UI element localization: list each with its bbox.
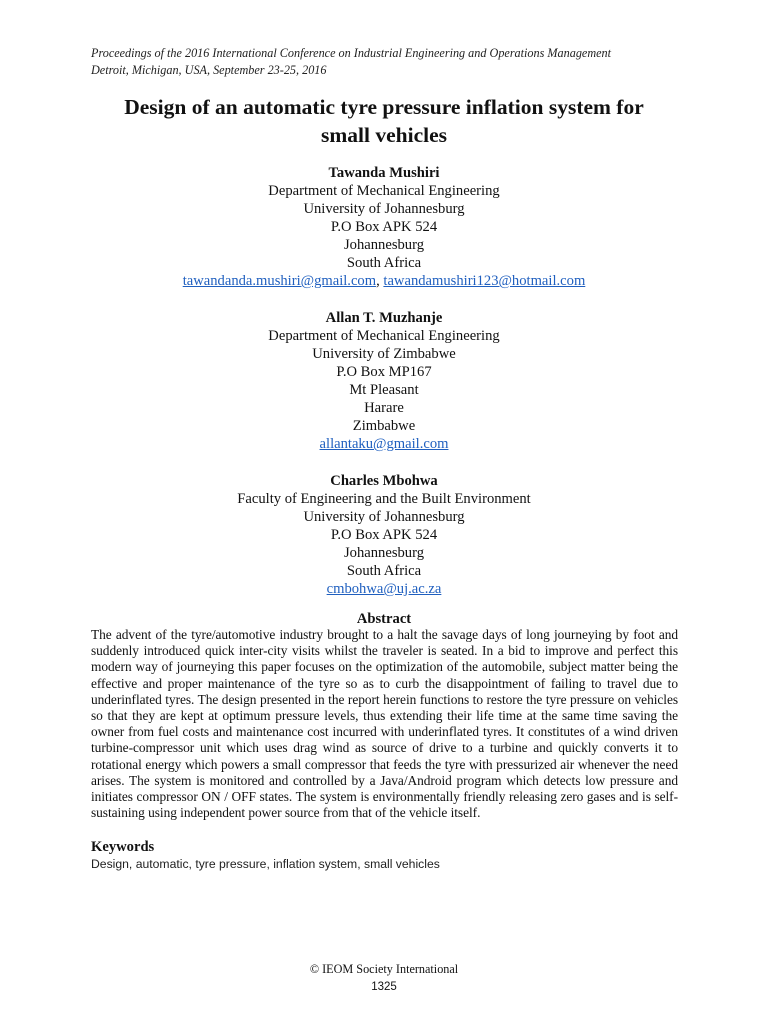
author-university: University of Johannesburg [303,201,465,217]
author-email-link[interactable]: tawandanda.mushiri@gmail.com [182,273,377,289]
author-city: Harare [364,400,404,416]
running-header-conference: Proceedings of the 2016 International Conference on Industrial Engineering and Operations Management [91,46,612,60]
email-separator: , [376,273,384,289]
author-name: Tawanda Mushiri [328,165,440,181]
footer-copyright: © IEOM Society International [309,962,459,976]
running-header [91,45,611,78]
author-name: Allan T. Muzhanje [325,310,443,326]
author-city: Johannesburg [344,545,424,561]
paper-title [60,93,708,149]
abstract-text: The advent of the tyre/automotive industry brought to a halt the savage days of long journeying by foot and suddenly introduced quick inter-city visits whilst the traveler is seated. In a bid to improve and perfect this modern way of journeying this paper focuses on the optimization of the automobile, subject matter being the effective and proper maintenance of the tyre so as to curb the disappointment of failing to travel due to underinflated tyres. The design presented in the report herein functions to restore the tyre pressure on vehicles so that they are kept at optimum pressure levels, thus extending their life time at the same time saving the owner from fuel costs and maintenance cost incurred with underinflated tyres. It constitutes of a wind driven turbine-compressor unit which uses drag wind as source of drive to a turbine and quickly converts it to rotational energy which powers a small compressor that feeds the tyre with pressurized air whenever the need arises. The system is monitored and controlled by a Java/Android program which detects low pressure and initiates compressor ON / OFF states. The system is environmentally friendly releasing zero gases and is self-sustaining using independent power source from that of the vehicle itself. [91,627,678,821]
author-email-link[interactable]: cmbohwa@uj.ac.za [326,581,442,597]
author-emails [40,435,728,453]
keywords-heading: Keywords [91,839,155,855]
abstract-heading: Abstract [356,611,412,627]
keywords-text: Design, automatic, tyre pressure, inflation system, small vehicles [91,857,440,871]
author-po-box: P.O Box APK 524 [330,219,438,235]
author-suburb: Mt Pleasant [349,382,419,398]
running-header-location: Detroit, Michigan, USA, September 23-25, 2016 [91,62,327,77]
author-email-link[interactable]: allantaku@gmail.com [319,436,449,452]
author-university: University of Johannesburg [303,509,465,525]
author-country: South Africa [346,255,422,271]
author-emails [40,580,728,598]
paper-title-line-1: Design of an automatic tyre pressure inflation system for [124,95,644,119]
author-department: Department of Mechanical Engineering [268,328,500,344]
author-block [40,309,728,453]
author-po-box: P.O Box MP167 [336,364,432,380]
page-number: 1325 [371,981,397,993]
author-department: Department of Mechanical Engineering [268,183,500,199]
author-faculty: Faculty of Engineering and the Built Environment [237,491,531,507]
author-list [40,164,728,617]
author-po-box: P.O Box APK 524 [330,527,438,543]
author-email-link[interactable]: tawandamushiri123@hotmail.com [383,273,586,289]
author-country: South Africa [346,563,422,579]
author-country: Zimbabwe [352,418,416,434]
author-block [40,164,728,290]
paper-title-line-2: small vehicles [321,123,447,147]
author-name: Charles Mbohwa [330,473,438,489]
author-university: University of Zimbabwe [312,346,456,362]
author-emails [40,272,728,290]
author-block [40,472,728,598]
author-city: Johannesburg [344,237,424,253]
